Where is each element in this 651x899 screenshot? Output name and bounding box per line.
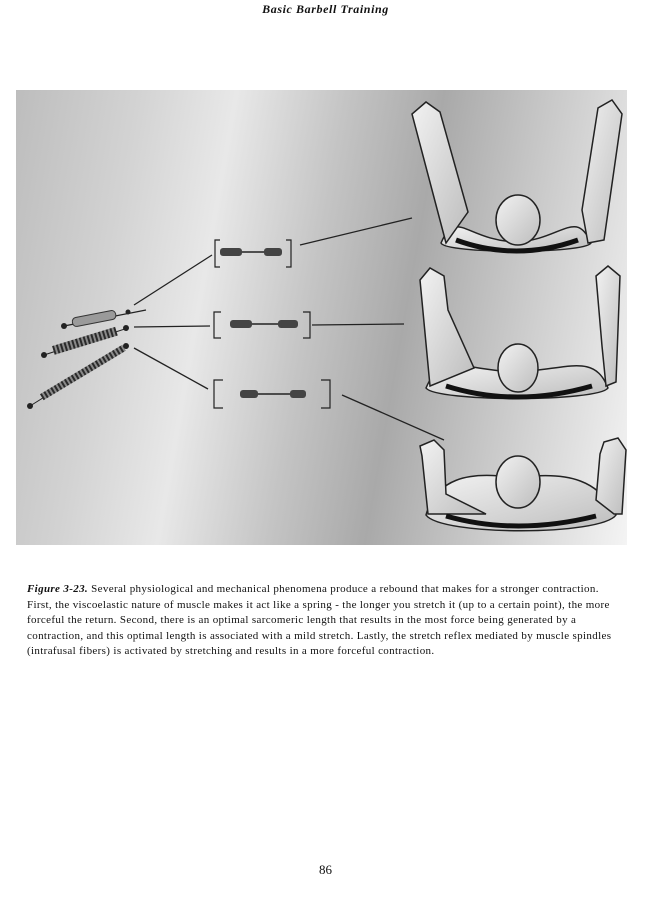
figure-caption	[27, 582, 625, 660]
lifter-figure-middle	[420, 266, 620, 399]
figure-label: Figure 3-23.	[27, 583, 89, 595]
sarcomere-diagram-optimal	[214, 312, 310, 338]
running-header: Basic Barbell Training	[262, 2, 389, 16]
sarcomere-diagram-long	[214, 380, 330, 408]
connector-lines	[134, 218, 444, 440]
figure-caption-text: Several physiological and mechanical phenomena produce a rebound that makes for a stronger contraction. First, the viscoelastic nature of muscle makes it act like a spring - the longer you stretch it (up to a certain point), the more forceful the return. Second, there is an optimal sarcomeric length that results in the most force being generated by a contraction, and this optimal length is associated with a mild stretch. Lastly, the stretch reflex mediated by muscle spindles (intrafusal fibers) is activated by stretching and results in a more forceful contraction.	[27, 583, 612, 657]
illustration-svg	[16, 90, 627, 545]
figure-illustration	[16, 90, 627, 545]
lifter-figure-top	[412, 100, 622, 251]
page-number: 86	[319, 862, 332, 877]
lifter-figure-bottom	[420, 438, 626, 531]
spring-diagram	[27, 310, 146, 410]
sarcomere-diagram-short	[215, 240, 291, 267]
